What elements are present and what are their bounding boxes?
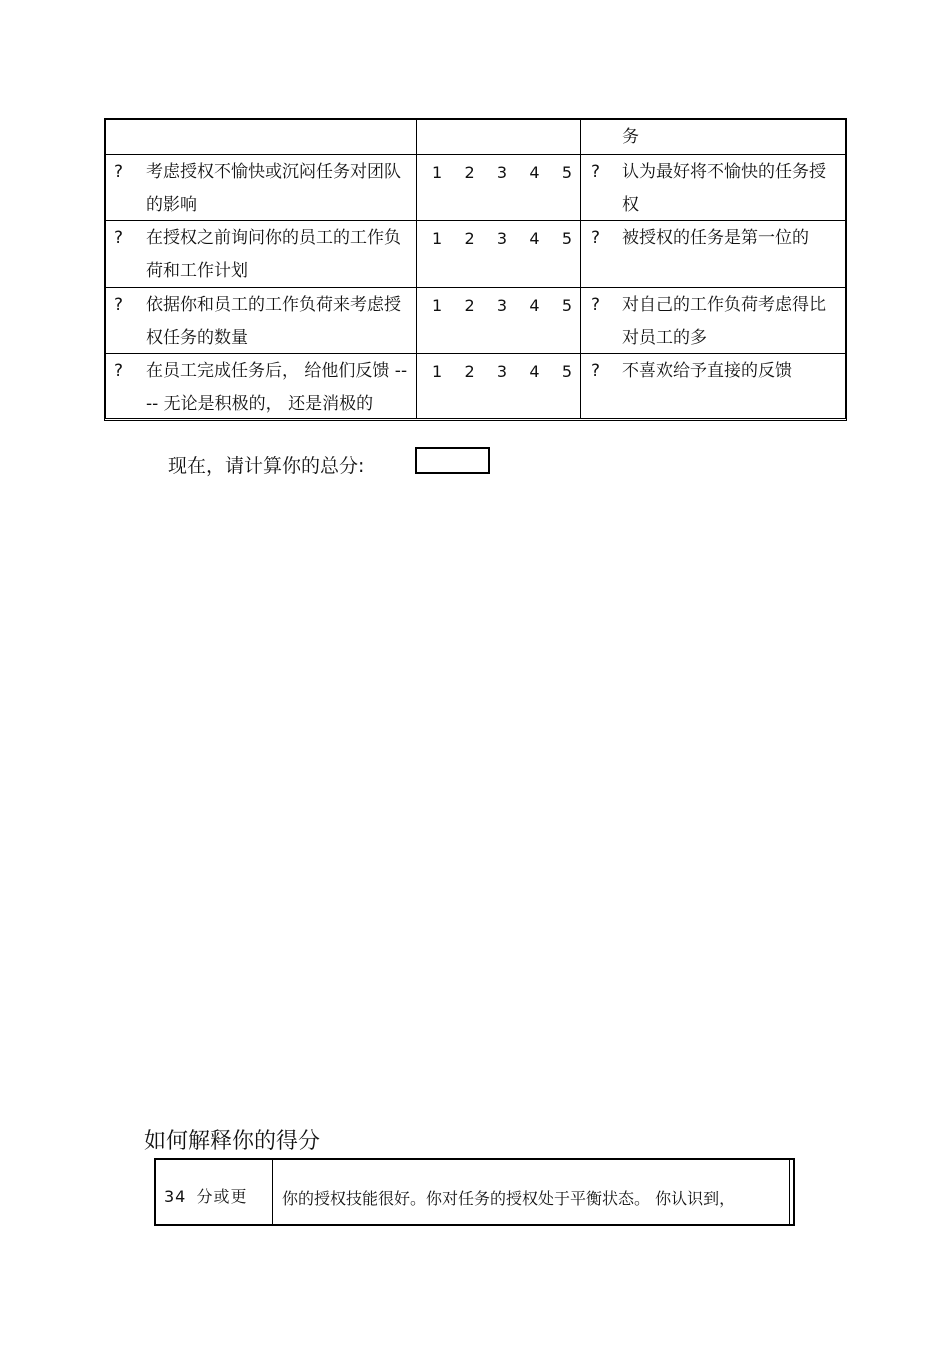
rating-option[interactable]: 5 — [561, 163, 572, 182]
column-divider — [272, 1160, 273, 1224]
rating-option[interactable]: 5 — [561, 362, 572, 381]
bullet-marker: ? — [591, 295, 601, 315]
interpretation-table — [154, 1158, 795, 1226]
right-statement: 认为最好将不愉快的任务授权 — [622, 162, 826, 215]
right-statement: 被授权的任务是第一位的 — [622, 228, 809, 248]
left-statement: 在员工完成任务后， 给他们反馈 ---- 无论是积极的， 还是消极的 — [146, 361, 408, 414]
interpretation-heading: 如何解释你的得分 — [144, 1129, 321, 1154]
rating-option[interactable]: 5 — [561, 296, 572, 315]
rating-option[interactable]: 3 — [496, 362, 508, 381]
double-border-line — [789, 1160, 790, 1224]
left-statement: 依据你和员工的工作负荷来考虑授权任务的数量 — [146, 295, 401, 348]
total-score-label: 现在，请计算你的总分: — [168, 455, 365, 477]
bullet-marker: ? — [114, 162, 124, 182]
rating-option[interactable]: 2 — [464, 362, 475, 381]
rating-option[interactable]: 4 — [529, 296, 540, 315]
rating-scale — [432, 222, 572, 255]
table-row — [106, 155, 845, 221]
left-statement: 在授权之前询问你的员工的工作负荷和工作计划 — [146, 228, 401, 281]
score-description: 你的授权技能很好。你对任务的授权处于平衡状态。 你认识到， — [282, 1189, 736, 1208]
rating-option[interactable]: 1 — [432, 296, 443, 315]
rating-option[interactable]: 3 — [496, 229, 508, 248]
self-assessment-table — [104, 118, 847, 421]
table-row — [106, 120, 845, 155]
rating-option[interactable]: 2 — [464, 296, 475, 315]
left-statement: 考虑授权不愉快或沉闷任务对团队的影响 — [146, 162, 401, 215]
rating-option[interactable]: 1 — [432, 163, 443, 182]
bullet-marker: ? — [114, 228, 124, 248]
rating-option[interactable]: 1 — [432, 362, 443, 381]
table-row — [106, 221, 845, 288]
table-row — [106, 354, 845, 420]
bullet-marker: ? — [591, 361, 601, 381]
right-statement: 对自己的工作负荷考虑得比对员工的多 — [622, 295, 826, 348]
total-score-box[interactable] — [415, 447, 490, 474]
rating-option[interactable]: 3 — [496, 163, 508, 182]
rating-option[interactable]: 3 — [496, 296, 508, 315]
rating-option[interactable]: 2 — [464, 163, 475, 182]
right-text: 务 — [622, 127, 639, 147]
rating-option[interactable]: 4 — [529, 163, 540, 182]
score-range: 34 分或更 — [164, 1187, 248, 1206]
rating-scale — [432, 355, 572, 388]
bullet-marker: ? — [114, 295, 124, 315]
rating-option[interactable]: 2 — [464, 229, 475, 248]
rating-scale — [432, 156, 572, 189]
bullet-marker: ? — [114, 361, 124, 381]
right-statement: 不喜欢给予直接的反馈 — [622, 361, 792, 381]
rating-option[interactable]: 5 — [561, 229, 572, 248]
rating-scale — [432, 289, 572, 322]
bullet-marker: ? — [591, 162, 601, 182]
rating-option[interactable]: 1 — [432, 229, 443, 248]
rating-option[interactable]: 4 — [529, 229, 540, 248]
rating-option[interactable]: 4 — [529, 362, 540, 381]
table-row — [106, 288, 845, 354]
bullet-marker: ? — [591, 228, 601, 248]
